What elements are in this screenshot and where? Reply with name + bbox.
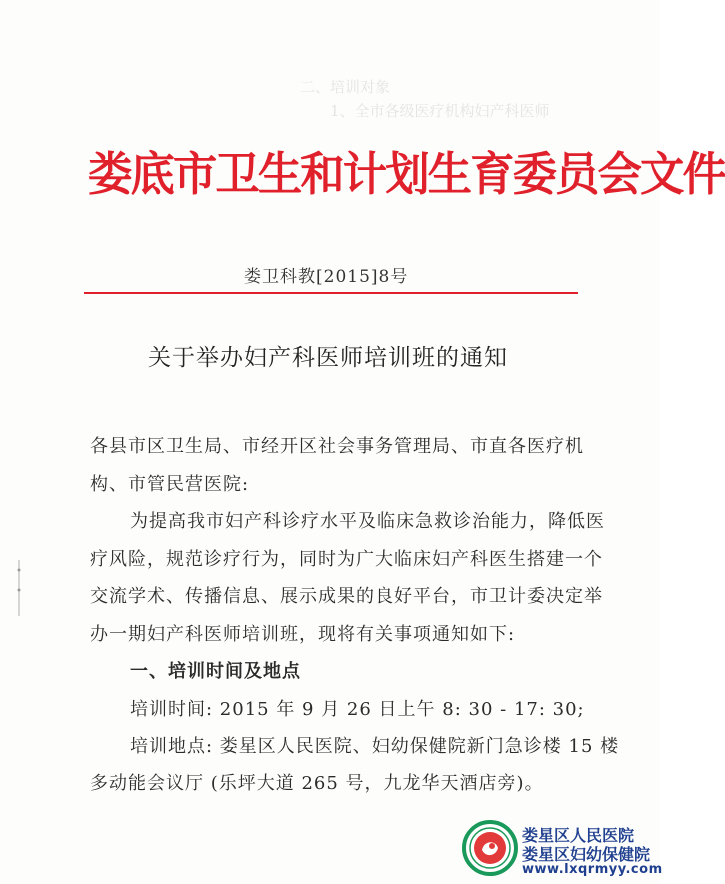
bleed-through-text: 1、全市各级医疗机构妇产科医师 <box>330 102 550 120</box>
hospital-watermark <box>458 820 663 884</box>
paragraph-line-1: 为提高我市妇产科诊疗水平及临床急救诊治能力，降低医 <box>130 511 605 532</box>
notice-title: 关于举办妇产科医师培训班的通知 <box>148 345 508 371</box>
bleed-through-text: 二、培训对象 <box>300 78 391 96</box>
paragraph-line-3: 交流学术、传播信息、展示成果的良好平台，市卫计委决定举 <box>90 586 603 607</box>
recipients-line-1: 各县市区卫生局、市经开区社会事务管理局、市直各医疗机 <box>90 436 584 457</box>
training-place-line-1: 培训地点: 娄星区人民医院、妇幼保健院新门急诊楼 15 楼 <box>130 736 620 757</box>
hospital-logo-icon <box>462 820 518 876</box>
watermark-hospital-name: 娄星区人民医院 <box>522 826 635 845</box>
recipients-line-2: 构、市管民营医院: <box>90 474 250 495</box>
training-place-line-2: 多动能会议厅 (乐坪大道 265 号，九龙华天酒店旁)。 <box>90 773 544 794</box>
paragraph-line-2: 疗风险，规范诊疗行为，同时为广大临床妇产科医生搭建一个 <box>90 549 603 570</box>
bleed-through-text <box>408 392 528 413</box>
scan-margin-marks <box>14 560 24 620</box>
paragraph-line-4: 办一期妇产科医师培训班，现将有关事项通知如下: <box>90 624 516 645</box>
watermark-url: www.lxqrmyy.com <box>522 862 663 877</box>
header-red-rule <box>84 292 578 294</box>
document-header-title: 娄底市卫生和计划生育委员会文件 <box>88 147 725 201</box>
document-number: 娄卫科教[2015]8号 <box>244 267 409 287</box>
bleed-through-text <box>110 218 500 239</box>
watermark-maternal-hospital-name: 娄星区妇幼保健院 <box>522 845 651 864</box>
section-1-heading: 一、培训时间及地点 <box>130 661 301 682</box>
training-time: 培训时间: 2015 年 9 月 26 日上午 8: 30 - 17: 30; <box>130 699 585 720</box>
